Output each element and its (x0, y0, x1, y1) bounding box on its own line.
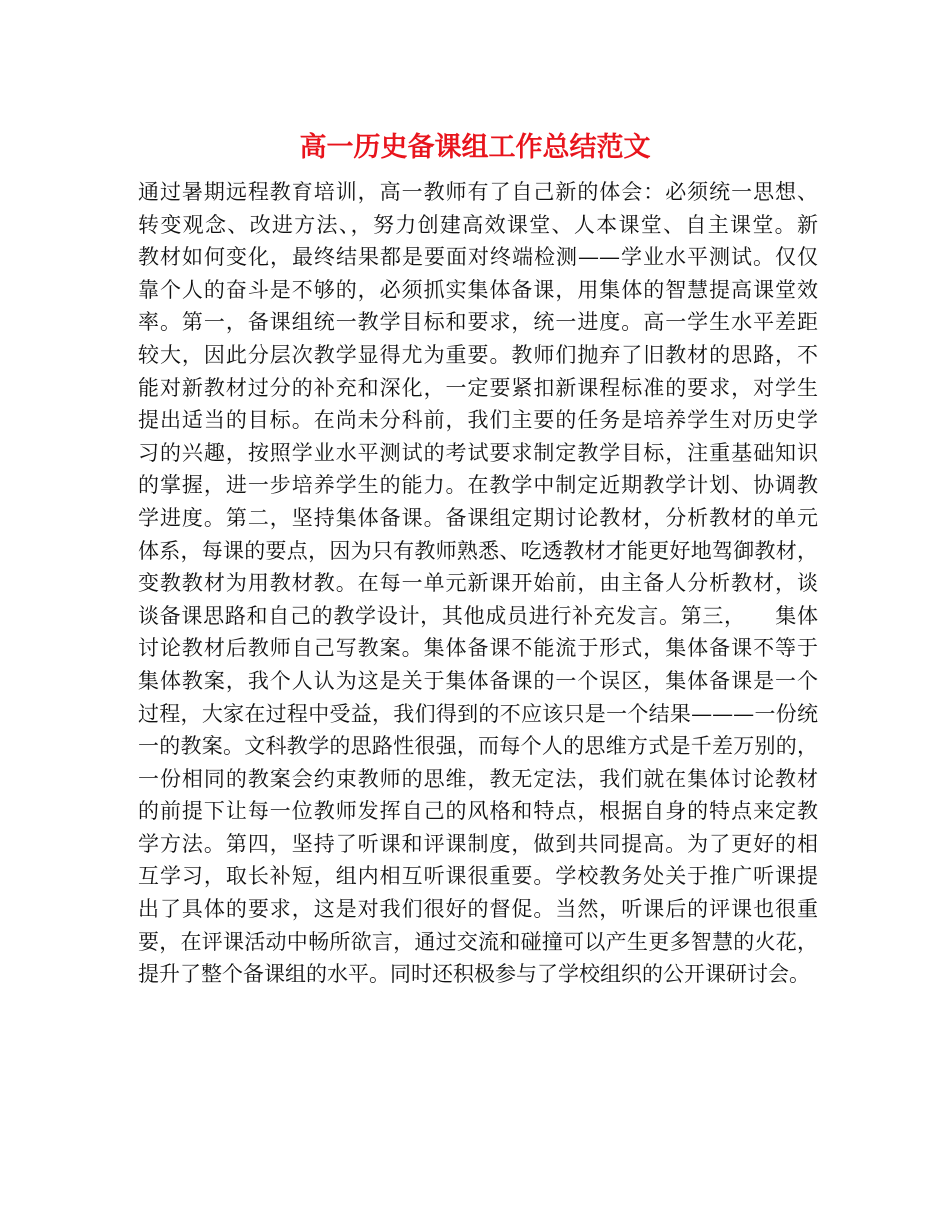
body-line: 互学习，取长补短，组内相互听课很重要。学校教务处关于推广听课提 (138, 864, 818, 889)
body-line: 变教教材为用教材教。在每一单元新课开始前，由主备人分析教材，谈 (138, 571, 818, 596)
body-line: 集体教案，我个人认为这是关于集体备课的一个误区，集体备课是一个 (138, 668, 818, 693)
body-line: 通过暑期远程教育培训，高一教师有了自己新的体会：必须统一思想、 (138, 180, 818, 204)
body-line: 讨论教材后教师自己写教案。集体备课不能流于形式，集体备课不等于 (138, 636, 818, 661)
body-line: 靠个人的奋斗是不够的，必须抓实集体备课，用集体的智慧提高课堂效 (138, 277, 818, 302)
document-body (138, 176, 818, 991)
body-line: 习的兴趣，按照学业水平测试的考试要求制定教学目标，注重基础知识 (138, 440, 818, 465)
body-line: 的前提下让每一位教师发挥自己的风格和特点，根据自身的特点来定教 (138, 799, 818, 824)
body-line: 要，在评课活动中畅所欲言，通过交流和碰撞可以产生更多智慧的火花， (138, 929, 818, 954)
body-line: 较大，因此分层次教学显得尤为重要。教师们抛弃了旧教材的思路，不 (138, 342, 818, 367)
body-line: 教材如何变化，最终结果都是要面对终端检测——学业水平测试。仅仅 (138, 245, 818, 270)
body-line: 一的教案。文科教学的思路性很强，而每个人的思维方式是千差万别的， (138, 734, 818, 759)
body-line: 提升了整个备课组的水平。同时还积极参与了学校组织的公开课研讨会。 (138, 962, 810, 987)
body-line: 谈备课思路和自己的教学设计，其他成员进行补充发言。第三， 集体 (138, 603, 818, 628)
body-line: 提出适当的目标。在尚未分科前，我们主要的任务是培养学生对历史学 (138, 408, 818, 433)
body-line: 出了具体的要求，这是对我们很好的督促。当然，听课后的评课也很重 (138, 897, 818, 922)
body-line: 过程，大家在过程中受益，我们得到的不应该只是一个结果———一份统 (138, 701, 818, 726)
body-line: 率。第一，备课组统一教学目标和要求，统一进度。高一学生水平差距 (138, 310, 818, 335)
document-title: 高一历史备课组工作总结范文 (299, 132, 651, 163)
body-line: 能对新教材过分的补充和深化，一定要紧扣新课程标准的要求，对学生 (138, 375, 818, 400)
body-line: 学进度。第二，坚持集体备课。备课组定期讨论教材，分析教材的单元 (138, 505, 818, 530)
body-line: 体系，每课的要点，因为只有教师熟悉、吃透教材才能更好地驾御教材， (138, 538, 818, 563)
body-line: 一份相同的教案会约束教师的思维，教无定法，我们就在集体讨论教材 (138, 766, 818, 791)
body-line: 学方法。第四，坚持了听课和评课制度，做到共同提高。为了更好的相 (138, 831, 818, 856)
body-line: 的掌握，进一步培养学生的能力。在教学中制定近期教学计划、协调教 (138, 473, 818, 498)
body-line: 转变观念、改进方法、，努力创建高效课堂、人本课堂、自主课堂。新 (138, 212, 818, 237)
